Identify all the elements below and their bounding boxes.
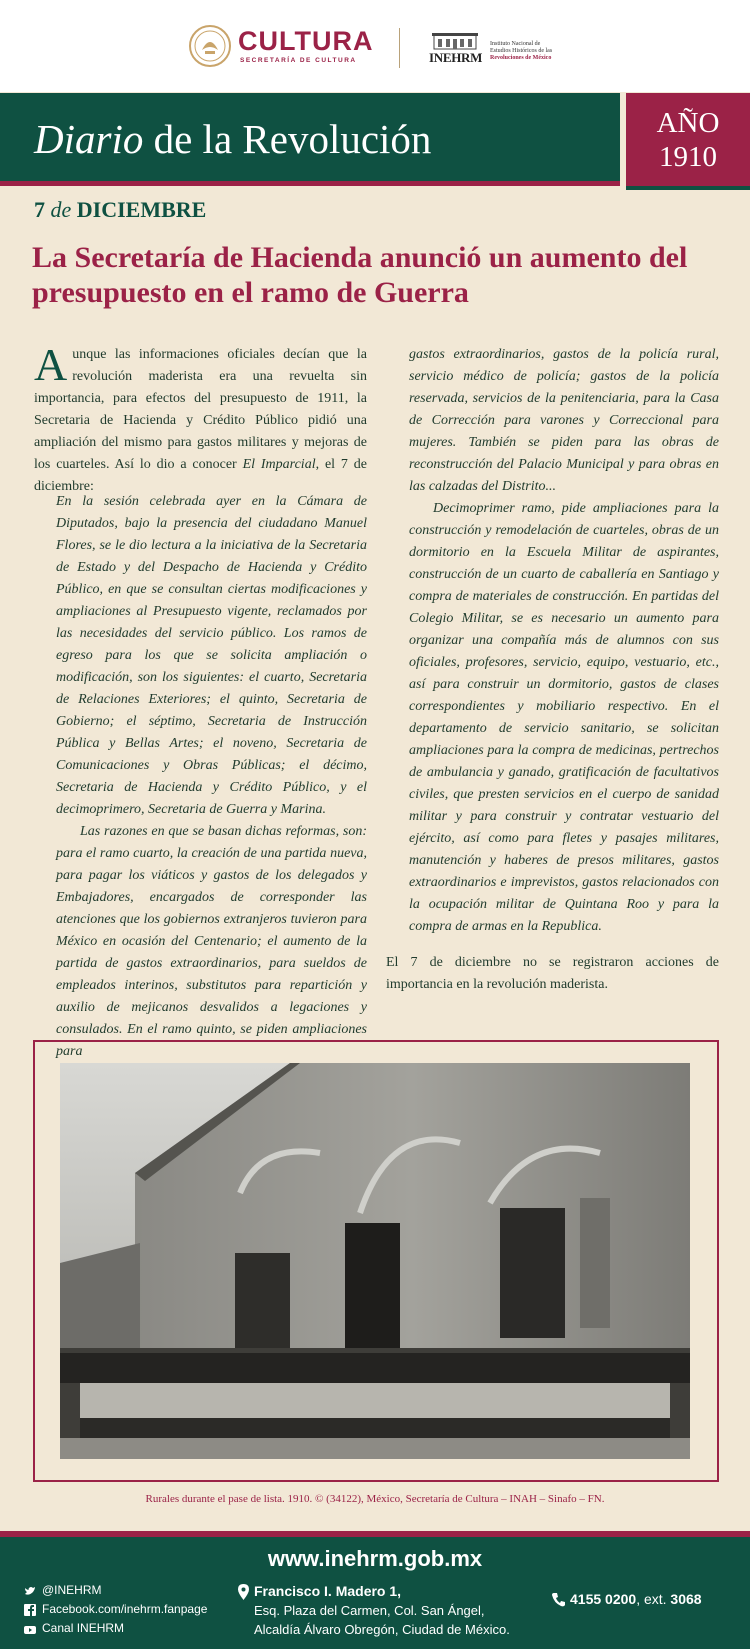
inehrm-building-icon: [432, 32, 478, 50]
year-badge: AÑO 1910: [626, 93, 750, 186]
cultura-logo-text: CULTURA: [238, 26, 374, 56]
title-banner: [0, 93, 620, 181]
article-headline: La Secretaría de Hacienda anunció un aumento del presupuesto en el ramo de Guerra: [32, 241, 688, 309]
year-underline: [626, 186, 750, 190]
closing-paragraph: El 7 de diciembre no se registraron acciones de importancia en la revolución maderista.: [386, 955, 719, 992]
inehrm-logo-text: INEHRM: [429, 50, 483, 65]
twitter-icon: [24, 1585, 36, 1597]
header-bar: [0, 0, 750, 92]
drop-cap: A: [34, 339, 68, 390]
twitter-link[interactable]: @INEHRM: [24, 1581, 207, 1600]
youtube-link[interactable]: Canal INEHRM: [24, 1619, 207, 1638]
phone-number[interactable]: 4155 0200, ext. 3068: [570, 1591, 702, 1607]
banner-underline: [0, 181, 620, 186]
quoted-text-right: [409, 344, 719, 938]
page-title: Diario de la Revolución: [34, 116, 432, 162]
quote-paragraph-1: En la sesión celebrada ayer en la Cámara de Diputados, bajo la presencia del ciudadano Manuel Flores, se le dio lectura a la iniciativa de la Secretaria de Estado y del Despacho de Hacienda y Crédito Público, en que se consultan ciertas modificaciones y ampliaciones al Presupuesto vigente, reclamados por las necesidades del servicio público. Los ramos de egreso para los que se solicita ampliación o modificación, son los siguientes: el cuarto, Secretaria de Relaciones Exteriores; el quinto, Secretaria de Gobierno; el séptimo, Secretaria de Instrucción Pública y Bellas Artes; el noveno, Secretaria de Comunicaciones y Obras Públicas; el décimo, Secretaria de Hacienda y Crédito Público, y el decimoprimero, Secretaria de Guerra y Marina.: [56, 494, 367, 817]
footer: [0, 1537, 750, 1649]
inehrm-description: Instituto Nacional de Estudios Históricos de las Revoluciones de México: [490, 41, 553, 61]
intro-paragraph: Aunque las informaciones oficiales decían que la revolución maderista era una revuelta sin importancia, para efectos del presupuesto de 1911, la Secretaria de Hacienda y Crédito Público pidió una ampliación del mismo para gastos militares y mejoras de los cuarteles. Así lo dio a conocer El Imparcial, el 7 de diciembre:: [34, 339, 367, 494]
photo-caption: Rurales durante el pase de lista. 1910. © (34122), México, Secretaría de Cultura – INAH – Sinafo – FN.: [145, 1493, 605, 1505]
address: Francisco I. Madero 1, Esq. Plaza del Carmen, Col. San Ángel, Alcaldía Álvaro Obregón, Ciudad de México.: [254, 1582, 510, 1639]
historic-photo: [60, 1063, 690, 1459]
phone-icon: [552, 1592, 565, 1607]
location-pin-icon: [238, 1584, 249, 1600]
facebook-icon: [24, 1604, 36, 1616]
quote-paragraph-4: Decimoprimer ramo, pide ampliaciones para la construcción y remodelación de cuarteles, obras de un dormitorio en la Escuela Militar de aspirantes, construcción de un cuarto de caballería en Santiago y compra de materiales de construcción. En partidas del Colegio Militar, se es necesario un aumento para organizar una compañía más de alumnos con sus oficiales, profesores, servicio, equipo, vestuario, etc., así para construir un dormitorio, gastos de clases correspondientes y mobiliario respectivo. En el departamento de servicio sanitario, se solicitan ampliaciones para la compra de medicinas, pertrechos de ambulancia y ganado, gratificación de facultativos civiles, que presten servicios en el cuerpo de sanidad militar y para construir y contratar vestuario del ejército, así como para fletes y pasajes militares, manutención y haberes de presos militares, gastos extraordinarios e imprevistos, gastos relacionados con la ocupación militar de Quintana Roo y para la compra de armas en la Republica.: [409, 501, 719, 934]
youtube-icon: [24, 1623, 36, 1635]
national-seal-icon: [188, 24, 232, 68]
facebook-link[interactable]: Facebook.com/inehrm.fanpage: [24, 1600, 207, 1619]
cultura-subtitle: SECRETARÍA DE CULTURA: [240, 57, 357, 64]
quote-paragraph-2: Las razones en que se basan dichas reformas, son: para el ramo cuarto, la creación de una partida nueva, para pagar los viáticos y gastos de los delegados y Embajadores, encargados de corresponder las atenciones que los gobiernos extranjeros tuvieron para México en ocasión del Centenario; el aumento de la partida de gastos extraordinarios, para sueldos de empleados interinos, substitutos para repartición y auxilio de mejicanos desvalidos a legaciones y consulados. En el ramo quinto, se piden ampliaciones para: [56, 824, 367, 1059]
quote-paragraph-3: gastos extraordinarios, gastos de la policía rural, servicio médico de policía; gastos de la policía reservada, servicios de la penitenciaria, para la Casa de Corrección para varones y Correccional para mujeres. También se piden para las obras de reconstrucción del Palacio Municipal y para obras en las calzadas del Distrito...: [409, 347, 719, 494]
article-date: 7 de DICIEMBRE: [34, 197, 207, 222]
rurales-photo-image: [60, 1063, 690, 1459]
website-link[interactable]: www.inehrm.gob.mx: [267, 1546, 483, 1571]
social-links: [24, 1581, 207, 1638]
header-divider: [399, 28, 400, 68]
quoted-text-left: [56, 491, 367, 1063]
